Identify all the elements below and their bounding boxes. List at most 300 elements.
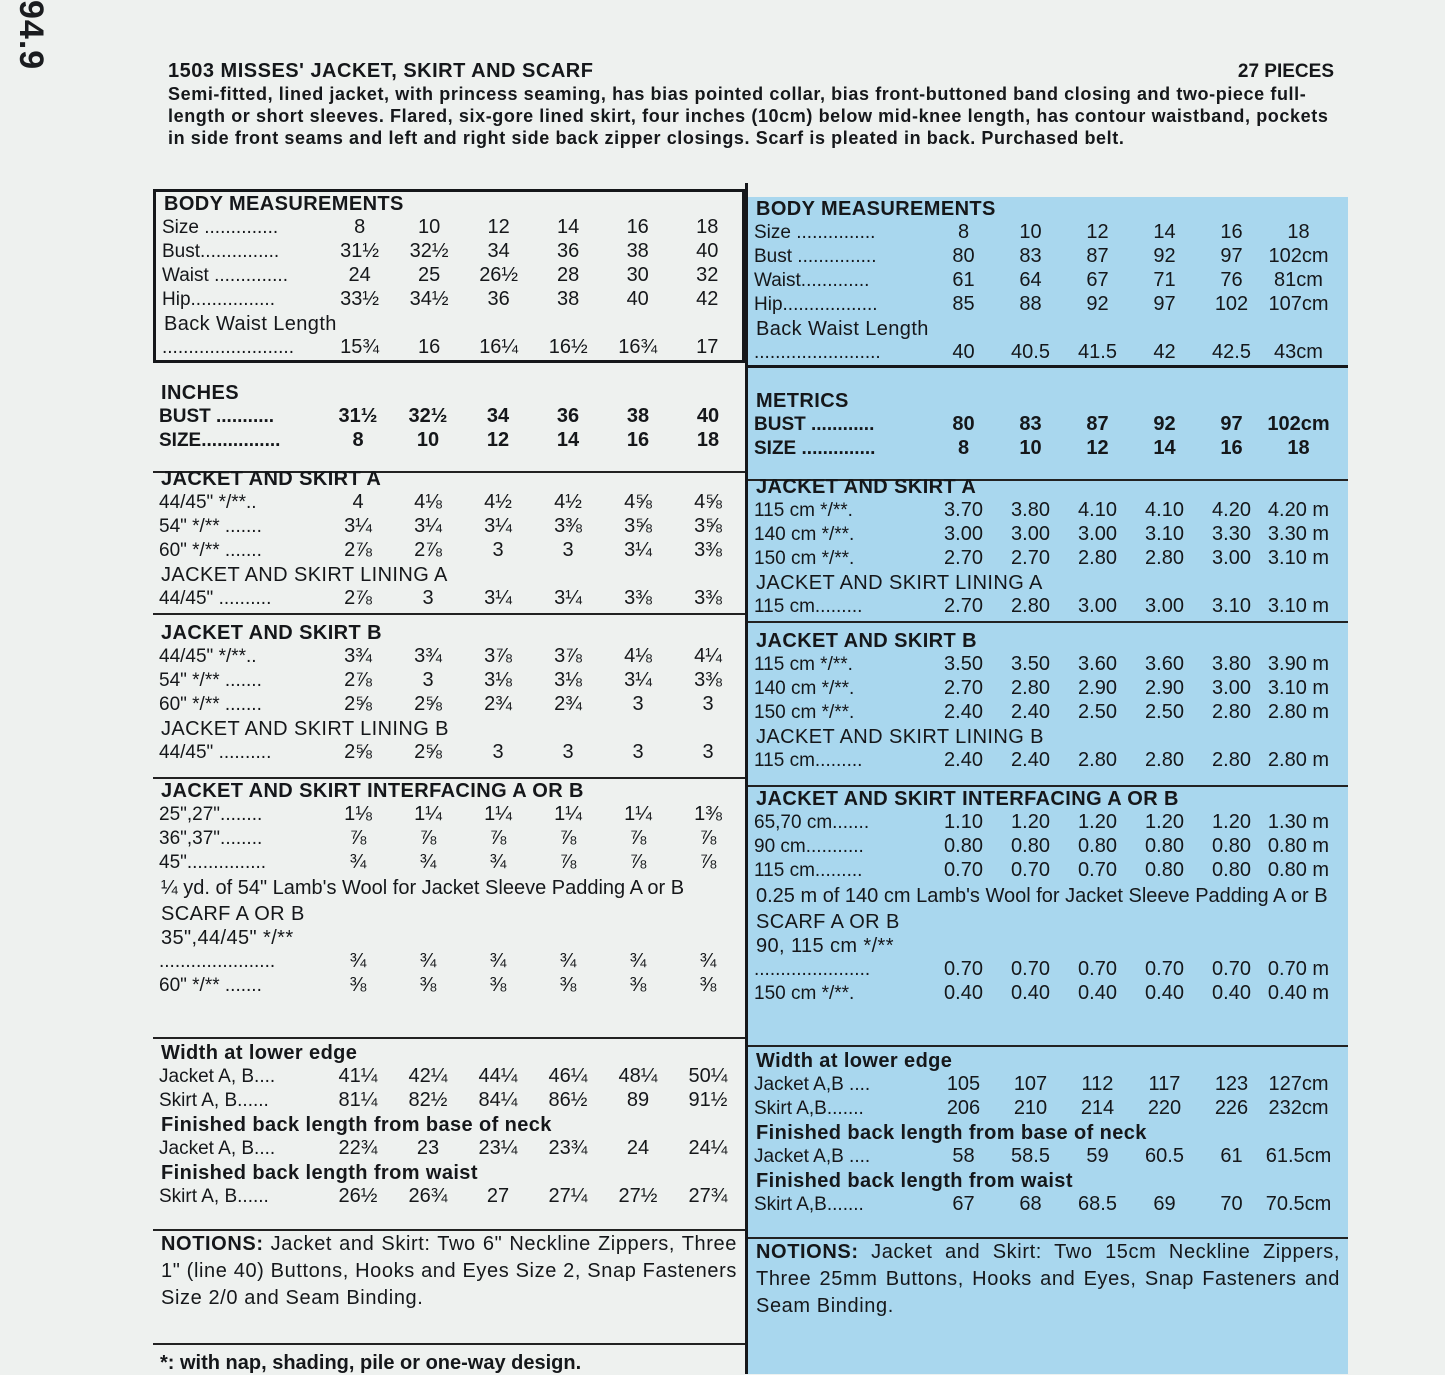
cell-value: 0.40 [1212,982,1251,1004]
row-label: ......................... [162,337,294,358]
cell-value: 0.70 [1078,859,1117,881]
cell-value: 1.30 m [1267,811,1330,833]
cell-value: 4⅝ [624,491,652,513]
cell-value: 92 [1153,245,1176,267]
imperial-column [153,183,748,1374]
cell-value: ⅞ [349,827,367,849]
cell-value: 67 [1086,269,1109,291]
cell-value: 232cm [1268,1097,1329,1119]
cell-value: 41.5 [1078,341,1117,363]
cell-value: 31½ [340,240,380,262]
row-label: 140 cm */**. [754,678,855,699]
cell-value: 0.80 [944,835,983,857]
table-row [153,1137,745,1161]
cell-value: 3 [632,693,644,715]
cell-value: 1⅜ [694,803,722,825]
row-label: 54" */** ....... [159,516,262,537]
inches-section [153,375,745,473]
cell-value: ⅜ [629,974,647,996]
table-row [156,216,742,240]
cell-value: 58 [952,1145,975,1167]
cell-value: 0.70 m [1267,958,1330,980]
cell-value: 92 [1153,413,1176,435]
cell-value: 3¼ [624,539,652,561]
cell-value: 16¼ [479,336,519,358]
jacket-skirt-a-section [748,475,1348,623]
cell-value: 4.10 [1145,499,1184,521]
cell-value: 2.90 [1078,677,1117,699]
section-heading: Finished back length from base of neck [161,1114,552,1136]
cell-value: 1¼ [554,803,582,825]
cell-value: 3⅛ [484,669,512,691]
cell-value: 34 [486,405,510,427]
table-row [748,1097,1348,1121]
cell-value: 16 [626,429,650,451]
cell-value: 3.80 [1212,653,1251,675]
table-row [748,701,1348,725]
cell-value: ¾ [559,950,577,972]
cell-value: 3.30 [1212,523,1251,545]
cell-value: 34½ [409,288,449,310]
table-row [748,677,1348,701]
pattern-description: Semi-fitted, lined jacket, with princess seaming, has bias pointed collar, bias front-buttoned band closing and two-piece full-length or short sleeves. Flared, six-gore lined skirt, four inches (10cm) below mid-knee length, has contour waistband, pockets in side front seams and left and right side back zipper closings. Scarf is pleated in back. Purchased belt. [168,84,1329,148]
table-row [153,515,745,539]
cell-value: ⅞ [629,827,647,849]
cell-value: 26½ [338,1185,378,1207]
section-heading: Width at lower edge [756,1050,953,1072]
metrics-section [748,383,1348,481]
cell-value: 24 [348,264,371,286]
row-label: Jacket A,B .... [754,1146,871,1167]
cell-value: 220 [1147,1097,1182,1119]
cell-value: 64 [1019,269,1042,291]
cell-value: 3⅜ [694,587,722,609]
notions-section [153,1225,745,1345]
cell-value: 10 [1019,221,1042,243]
table-row [748,437,1348,461]
cell-value: 3¾ [414,645,442,667]
row-label: Skirt A,B....... [754,1098,864,1119]
cell-value: 32½ [408,405,448,427]
table-row [748,835,1348,859]
cell-value: 2⅝ [414,693,442,715]
cell-value: ¾ [699,950,717,972]
table-row [153,1089,745,1113]
cell-value: 0.40 m [1267,982,1330,1004]
cell-value: 3⅝ [694,515,722,537]
cell-value: 68 [1019,1193,1042,1215]
row-label: ...................... [754,959,871,980]
cell-value: 226 [1214,1097,1249,1119]
row-label: 44/45" .......... [159,742,272,763]
cell-value: 3.00 [1212,677,1251,699]
cell-value: 36 [556,405,580,427]
cell-value: 76 [1220,269,1243,291]
notions-body: Jacket and Skirt: Two 6" Neckline Zippers, Three 1" (line 40) Buttons, Hooks and Eyes Size 2, Snap Fasteners Size 2/0 and Seam Binding. [161,1233,737,1309]
cell-value: 2.50 [1145,701,1184,723]
row-label: ........................ [754,342,881,363]
table-row [153,645,745,669]
table-row [153,741,745,765]
cell-value: 3⅞ [554,645,582,667]
cell-value: ⅜ [489,974,507,996]
interfacing-section [153,773,745,1039]
cell-value: ⅜ [419,974,437,996]
cell-value: 2.80 [1145,547,1184,569]
cell-value: 2⅝ [414,741,442,763]
cell-value: 80 [952,413,975,435]
cell-value: 16 [418,336,441,358]
row-label: Hip................ [162,289,275,310]
row-label: SIZE............... [159,430,281,451]
cell-value: 2.40 [1011,749,1050,771]
notions-body: Jacket and Skirt: Two 15cm Neckline Zippers, Three 25mm Buttons, Hooks and Eyes, Snap Fasteners and Seam Binding. [756,1241,1340,1317]
cell-value: 214 [1080,1097,1115,1119]
cell-value: 3¼ [414,515,442,537]
cell-value: 3⅛ [554,669,582,691]
cell-value: ⅜ [559,974,577,996]
table-row [748,653,1348,677]
cell-value: 2.90 [1145,677,1184,699]
cell-value: 71 [1153,269,1176,291]
cell-value: 2¾ [554,693,582,715]
cell-value: 102cm [1267,413,1330,435]
notions-text [153,1225,745,1318]
table-row [748,859,1348,883]
cell-value: 40 [626,288,649,310]
cell-value: 18 [1287,437,1310,459]
cell-value: 2.80 [1011,595,1050,617]
cell-value: 25 [418,264,441,286]
cell-value: 16¾ [618,336,658,358]
cell-value: 18 [1287,221,1310,243]
cell-value: 10 [1019,437,1042,459]
cell-value: 2.70 [944,677,983,699]
cell-value: 42 [696,288,719,310]
cell-value: 91½ [688,1089,728,1111]
cell-value: 82½ [408,1089,448,1111]
cell-value: 3.00 [1212,547,1251,569]
finished-measurements-section [153,1035,745,1231]
cell-value: 80 [952,245,975,267]
cell-value: 24 [626,1137,650,1159]
section-heading: JACKET AND SKIRT A [756,476,977,498]
table-row [153,803,745,827]
cell-value: 1¼ [414,803,442,825]
cell-value: 112 [1081,1073,1114,1095]
cell-value: 40.5 [1011,341,1050,363]
row-label: 45"............... [159,852,267,873]
cell-value: 3 [562,741,574,763]
cell-value: 61.5cm [1265,1145,1332,1167]
row-label: 60" */** ....... [159,975,262,996]
section-heading: Back Waist Length [164,313,337,335]
row-label: 60" */** ....... [159,540,262,561]
cell-value: 3.00 [1145,595,1184,617]
cell-value: 2.80 m [1267,701,1330,723]
cell-value: 3.50 [1011,653,1050,675]
cell-value: 127cm [1268,1073,1329,1095]
section-heading: Width at lower edge [161,1042,358,1064]
lambs-wool-note: 0.25 m of 140 cm Lamb's Wool for Jacket Sleeve Padding A or B [756,885,1328,907]
cell-value: 70 [1220,1193,1243,1215]
cell-value: 123 [1214,1073,1249,1095]
cell-value: 42 [1153,341,1176,363]
cell-value: 26¾ [408,1185,448,1207]
table-row [153,827,745,851]
cell-value: 3.10 m [1267,595,1330,617]
row-label: Skirt A, B...... [159,1186,269,1207]
row-label: 150 cm */**. [754,548,855,569]
cell-value: 97 [1220,245,1243,267]
table-row [748,413,1348,437]
cell-value: 4½ [554,491,582,513]
cell-value: 3¼ [554,587,582,609]
cell-value: 3.70 [944,499,983,521]
cell-value: 0.70 [1011,958,1050,980]
section-heading: JACKET AND SKIRT INTERFACING A OR B [756,788,1179,810]
cell-value: 3.10 [1145,523,1184,545]
table-row [153,693,745,717]
cell-value: 3⅞ [484,645,512,667]
table-row [748,293,1348,317]
cell-value: ⅜ [349,974,367,996]
cell-value: 0.70 [1145,958,1184,980]
table-row [748,221,1348,245]
row-label: 115 cm......... [754,860,863,881]
cell-value: 2.70 [1011,547,1050,569]
cell-value: 58.5 [1011,1145,1050,1167]
cell-value: 0.80 m [1267,835,1330,857]
footnote: *: with nap, shading, pile or one-way design. [160,1352,582,1374]
cell-value: 84¼ [478,1089,518,1111]
table-row [156,288,742,312]
section-heading: SCARF A OR B [756,911,900,933]
cell-value: ⅞ [699,851,717,873]
cell-value: ¾ [349,950,367,972]
row-label: Bust............... [162,241,280,262]
cell-value: 107cm [1268,293,1329,315]
cell-value: 38 [557,288,580,310]
cell-value: 0.40 [1145,982,1184,1004]
table-row [153,587,745,611]
cell-value: 3¼ [624,669,652,691]
row-label: 44/45" */**.. [159,646,257,667]
table-row [156,240,742,264]
cell-value: 3⅝ [624,515,652,537]
cell-value: 32½ [409,240,449,262]
section-heading: INCHES [161,382,239,404]
row-label: ...................... [159,951,276,972]
cell-value: 3.60 [1145,653,1184,675]
cell-value: 27¾ [688,1185,728,1207]
cell-value: 12 [1086,221,1109,243]
cell-value: 97 [1220,413,1243,435]
cell-value: 1.10 [944,811,983,833]
section-heading: BODY MEASUREMENTS [756,198,996,220]
cell-value: 8 [957,221,970,243]
cell-value: ⅞ [419,827,437,849]
cell-value: 46¼ [548,1065,588,1087]
edge-page-number: 94.9 [12,0,50,71]
cell-value: ¾ [489,851,507,873]
jacket-skirt-b-section [748,623,1348,787]
section-heading: Finished back length from base of neck [756,1122,1147,1144]
section-heading: Back Waist Length [756,318,929,340]
cell-value: 3¼ [344,515,372,537]
cell-value: 3⅜ [694,669,722,691]
table-row [748,982,1348,1006]
section-heading: JACKET AND SKIRT LINING A [756,572,1043,594]
cell-value: ⅞ [629,851,647,873]
row-label: 44/45" */**.. [159,492,257,513]
section-heading: 90, 115 cm */** [756,935,894,957]
cell-value: 15¾ [340,336,380,358]
cell-value: 3¼ [484,587,512,609]
cell-value: 3.60 [1078,653,1117,675]
cell-value: 27½ [618,1185,658,1207]
cell-value: 16 [1220,221,1243,243]
table-row [153,491,745,515]
cell-value: ¾ [629,950,647,972]
cell-value: 0.80 [1011,835,1050,857]
row-label: 115 cm */**. [754,654,853,675]
row-label: Bust ............... [754,246,877,267]
table-row [153,950,745,974]
cell-value: 4⅛ [414,491,442,513]
cell-value: 4.10 [1078,499,1117,521]
cell-value: ⅞ [489,827,507,849]
cell-value: 16½ [548,336,588,358]
table-row [748,1073,1348,1097]
cell-value: 4 [352,491,364,513]
cell-value: 2.70 [944,547,983,569]
cell-value: 0.80 [1078,835,1117,857]
cell-value: 16 [626,216,649,238]
cell-value: 1¼ [484,803,512,825]
row-label: BUST ........... [159,406,275,427]
cell-value: 60.5 [1145,1145,1184,1167]
row-label: 36",37"........ [159,828,263,849]
cell-value: 3 [702,693,714,715]
cell-value: 36 [557,240,580,262]
cell-value: 26½ [479,264,519,286]
cell-value: 40 [696,240,719,262]
row-label: 25",27"........ [159,804,263,825]
cell-value: 3.00 [944,523,983,545]
row-label: 44/45" .......... [159,588,272,609]
cell-value: 0.40 [944,982,983,1004]
cell-value: 3.10 m [1267,547,1330,569]
cell-value: 24¼ [688,1137,728,1159]
cell-value: 4.20 [1212,499,1251,521]
table-row [153,851,745,875]
cell-value: 2.80 [1078,547,1117,569]
cell-value: 2⅞ [344,669,372,691]
row-label: Size ............... [754,222,876,243]
cell-value: 3.90 m [1267,653,1330,675]
table-row [153,974,745,998]
section-heading: JACKET AND SKIRT B [161,622,382,644]
row-label: Jacket A, B.... [159,1066,276,1087]
row-label: 140 cm */**. [754,524,855,545]
cell-value: 2¾ [484,693,512,715]
cell-value: 4⅛ [624,645,652,667]
section-heading: SCARF A OR B [161,903,305,925]
cell-value: ¾ [419,851,437,873]
table-row [153,429,745,453]
yardage-chart [153,183,1395,1374]
row-label: 65,70 cm....... [754,812,870,833]
row-label: 115 cm......... [754,750,863,771]
cell-value: 42.5 [1212,341,1251,363]
cell-value: 102 [1214,293,1249,315]
cell-value: 12 [487,216,510,238]
finished-measurements-section [748,1043,1348,1239]
section-heading: Finished back length from waist [161,1162,478,1184]
cell-value: 1.20 [1212,811,1251,833]
cell-value: 0.40 [1078,982,1117,1004]
table-row [153,539,745,563]
cell-value: 4⅝ [694,491,722,513]
row-label: Waist............. [754,270,870,291]
row-label: 150 cm */**. [754,702,855,723]
table-row [748,1145,1348,1169]
cell-value: 3¾ [344,645,372,667]
table-row [748,269,1348,293]
cell-value: 3.80 [1011,499,1050,521]
cell-value: 0.70 [944,859,983,881]
cell-value: 0.80 m [1267,859,1330,881]
section-heading: JACKET AND SKIRT A [161,468,382,490]
cell-value: 0.40 [1011,982,1050,1004]
notions-label: NOTIONS: [161,1233,264,1255]
cell-value: 3 [492,741,504,763]
cell-value: 59 [1086,1145,1109,1167]
cell-value: 3 [562,539,574,561]
cell-value: 2.80 [1212,749,1251,771]
cell-value: 3.50 [944,653,983,675]
cell-value: 14 [557,216,580,238]
section-heading: JACKET AND SKIRT LINING A [161,564,448,586]
cell-value: 2⅝ [344,741,372,763]
cell-value: ¾ [349,851,367,873]
cell-value: 2.40 [1011,701,1050,723]
cell-value: 3 [702,741,714,763]
row-label: 60" */** ....... [159,694,262,715]
cell-value: 4¼ [694,645,722,667]
notions-label: NOTIONS: [756,1241,859,1263]
cell-value: 2.80 m [1267,749,1330,771]
cell-value: 107 [1013,1073,1048,1095]
row-label: 54" */** ....... [159,670,262,691]
cell-value: 3⅜ [624,587,652,609]
table-row [748,523,1348,547]
cell-value: 28 [557,264,580,286]
cell-value: 89 [626,1089,650,1111]
cell-value: 34 [487,240,510,262]
section-heading: BODY MEASUREMENTS [164,193,404,215]
cell-value: 40 [696,405,720,427]
cell-value: 3.10 m [1267,677,1330,699]
cell-value: 42¼ [408,1065,448,1087]
row-label: 150 cm */**. [754,983,855,1004]
cell-value: 4.20 m [1267,499,1330,521]
cell-value: 70.5cm [1265,1193,1332,1215]
cell-value: 87 [1086,245,1109,267]
table-row [153,405,745,429]
cell-value: 1.20 [1078,811,1117,833]
